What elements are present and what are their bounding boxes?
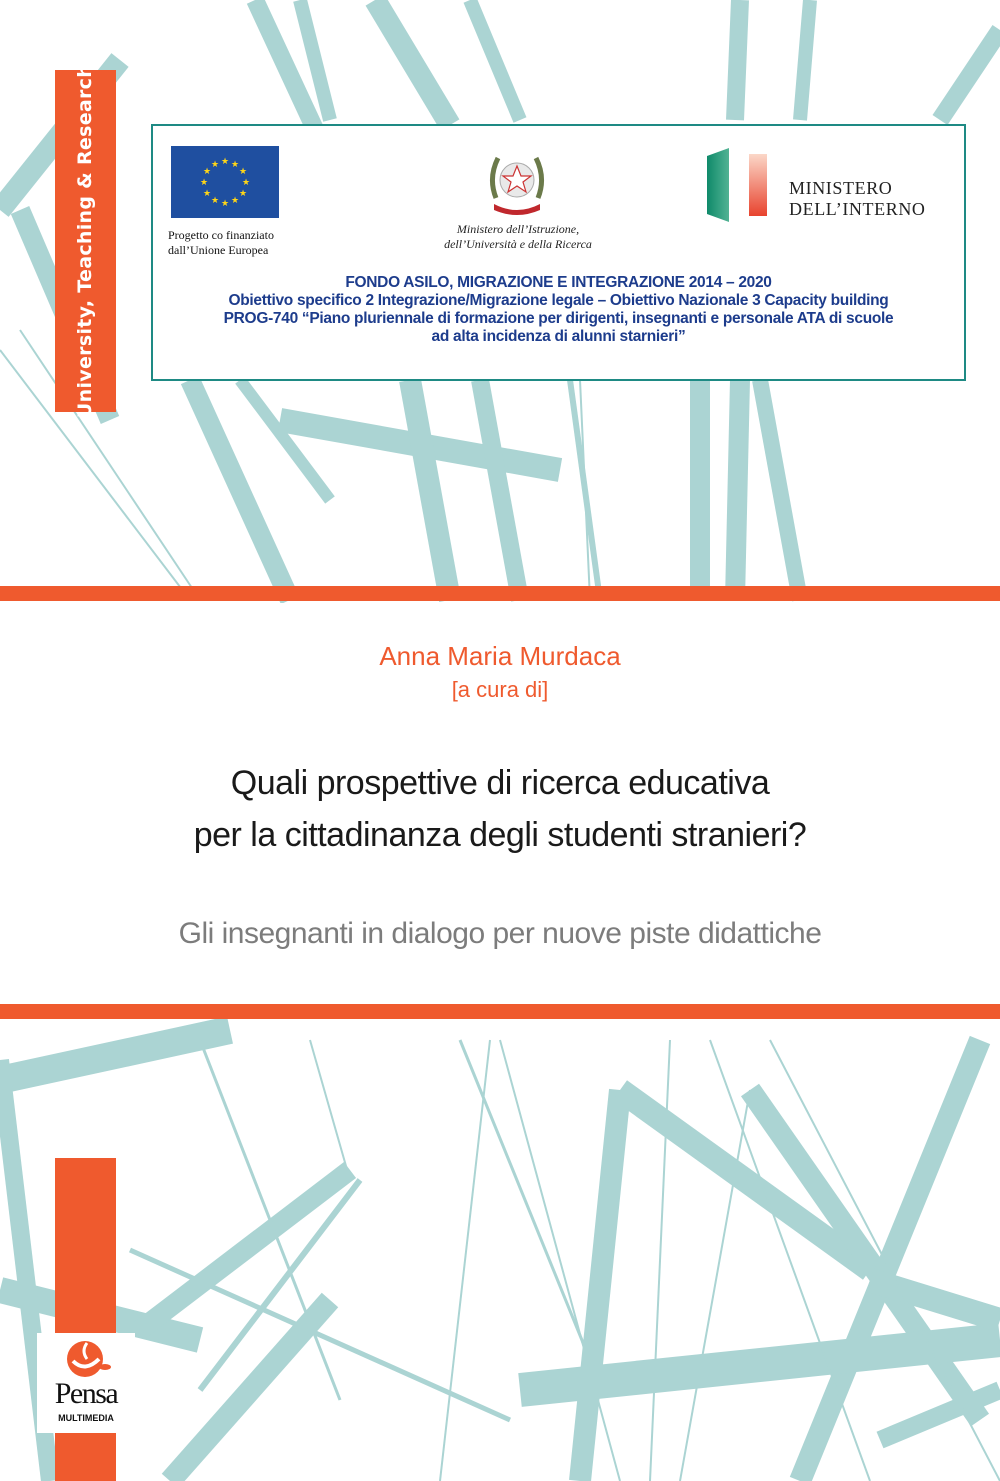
funding-line: PROG-740 “Piano pluriennale di formazione per dirigenti, insegnanti e personale ATA di scuole (223, 310, 894, 327)
eu-caption-line2: dall’Unione Europea (168, 243, 269, 257)
miur-caption-line1: Ministero dell’Istruzione, (456, 222, 580, 236)
miur-caption-line2: dell’Università e della Ricerca (444, 237, 592, 251)
svg-text:★: ★ (210, 159, 220, 169)
author-name: Anna Maria Murdaca (379, 641, 621, 671)
funding-line: FONDO ASILO, MIGRAZIONE E INTEGRAZIONE 2014 – 2020 (345, 274, 772, 291)
svg-text:★: ★ (202, 166, 212, 176)
svg-text:★: ★ (230, 195, 240, 205)
ministero-interno-label (789, 178, 926, 220)
miur-caption (413, 222, 623, 252)
publisher-logo (37, 1333, 135, 1433)
eu-caption-line1: Progetto co finanziato (168, 228, 274, 242)
mi-line1: MINISTERO (789, 178, 893, 198)
italian-flag-logo-icon (707, 148, 773, 222)
svg-text:★: ★ (202, 188, 212, 198)
svg-text:★: ★ (241, 177, 251, 187)
svg-text:★: ★ (220, 156, 230, 166)
svg-text:★: ★ (238, 166, 248, 176)
series-strip (55, 63, 116, 419)
funding-box (151, 124, 966, 381)
book-title (0, 757, 1000, 861)
svg-text:★: ★ (220, 198, 230, 208)
title-line1: Quali prospettive di ricerca educativa (230, 764, 770, 802)
mi-line2: DELL’INTERNO (789, 199, 926, 219)
top-divider-band (0, 586, 1000, 601)
title-line2: per la cittadinanza degli studenti stranieri? (193, 816, 807, 854)
svg-text:★: ★ (230, 159, 240, 169)
italian-republic-emblem-icon (486, 148, 548, 218)
eu-caption (168, 228, 274, 258)
eu-flag-icon (171, 146, 279, 218)
publisher-name: Pensa (54, 1377, 118, 1410)
svg-text:★: ★ (199, 177, 209, 187)
funding-line: ad alta incidenza di alunni starnieri” (431, 328, 686, 345)
book-subtitle: Gli insegnanti in dialogo per nuove piste didattiche (178, 917, 822, 950)
funding-line: Obiettivo specifico 2 Integrazione/Migrazione legale – Obiettivo Nazionale 3 Capacity building (228, 292, 889, 309)
publisher-subname: MULTIMEDIA (58, 1413, 114, 1423)
editor-note: [a cura di] (451, 677, 549, 702)
funding-description (153, 274, 964, 346)
svg-text:★: ★ (210, 195, 220, 205)
series-label: University, Teaching & Research (74, 63, 97, 419)
svg-text:★: ★ (238, 188, 248, 198)
bottom-divider-band (0, 1004, 1000, 1019)
